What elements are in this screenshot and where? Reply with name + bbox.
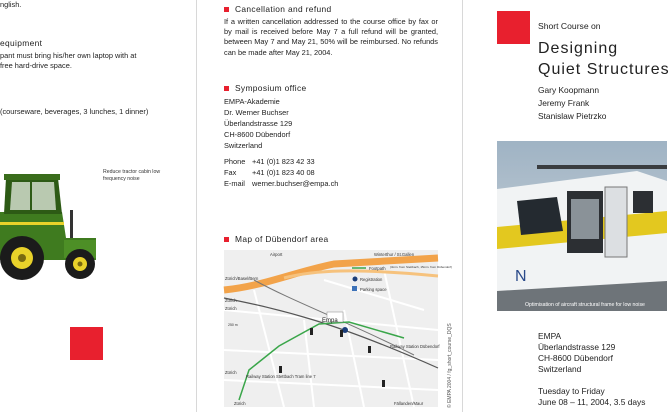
fax-value: +41 (0)1 823 40 08 [252,168,315,177]
date-line-1: Tuesday to Friday [538,386,605,396]
map-label-zurich-1: Zürich [225,298,237,303]
author-2: Jeremy Frank [538,98,590,108]
email-link[interactable]: werner.buchser@empa.ch [252,179,339,188]
tractor-image [0,160,100,280]
office-heading: Symposium office [224,83,307,93]
map-label-zurich-basel-bern: Zürich/Basel/Bern [225,276,259,281]
phone-label: Phone [224,157,246,166]
bullet-square-icon [224,237,229,242]
map-label-zurich-bottom2: Zürich [234,401,246,406]
map-label-winterthur: Winterthur / St.Gallen [374,252,415,257]
cancellation-heading: Cancellation and refund [224,4,332,14]
map-heading: Map of Dübendorf area [224,234,328,244]
office-address-3: Überlandstrasse 129 [224,119,293,128]
author-1: Gary Koopmann [538,85,599,95]
date-line-2: June 08 – 11, 2004, 3.5 days [538,397,646,407]
map-label-scale: 250 m [228,323,238,327]
red-square-marker [70,327,103,360]
office-address-2: Dr. Werner Buchser [224,108,289,117]
map-label-zurich-bottom: Zürich [225,370,237,375]
office-address-1: EMPA-Akademie [224,97,280,106]
map-label-stettbach-station: Railway Station Stettbach Tram line 7 [246,374,316,379]
map-label-zurich-2: Zürich [225,306,237,311]
short-course-label: Short Course on [538,21,601,31]
map-label-fallanden: Fällanden/Maur [394,401,424,406]
fee-line: (courseware, beverages, 3 lunches, 1 dinner) [0,107,149,116]
tractor-caption: Reduce tractor cabin low frequency noise [103,169,161,182]
cover-address-2: Überlandstrasse 129 [538,342,616,352]
map-label-dubendorf-station: Railway Station Dübendorf [390,344,440,349]
map-label-airport: Airport [270,252,283,257]
red-square-logo [497,11,530,44]
svg-text:N: N [515,268,527,285]
map-label-registration: Registration [360,277,383,282]
bullet-square-icon [224,86,229,91]
cover-address-1: EMPA [538,331,562,341]
map-label-footpath: Footpath [369,266,386,271]
author-3: Stanislaw Pietrzko [538,111,607,121]
helicopter-photo [497,141,667,311]
equipment-line-1: pant must bring his/her own laptop with at [0,51,137,60]
panel-cover [463,0,670,412]
equipment-heading: equipment [0,38,43,48]
title-line-2: Quiet Structures [538,61,670,78]
map-label-parking: Parking space [360,287,387,292]
phone-value: +41 (0)1 823 42 33 [252,157,315,166]
office-address-4: CH-8600 Dübendorf [224,130,291,139]
photo-caption: Optimisation of aircraft structural frame for low noise [525,302,645,308]
bullet-square-icon [224,7,229,12]
map-label-empa: Empa [322,318,338,324]
cover-address-3: CH-8600 Dübendorf [538,353,613,363]
map-label-footpath-note: (3min. from Stettbach, 15min. from Dübendorf) [390,265,453,269]
map-credit: © EMPA 2004 / fg_short_course_DQS [447,323,453,408]
email-label: E-mail [224,179,245,188]
cancellation-text: If a written cancellation addressed to the course office by fax or by mail is received before May 7 a full refund will be granted, between May 7 and May 21, 50% will be reimbursed. No refunds can be made after May 21, 2004. [224,17,438,57]
title-line-1: Designing [538,40,619,57]
panel-left [0,0,194,412]
cover-address-4: Switzerland [538,364,582,374]
office-address-5: Switzerland [224,141,263,150]
fax-label: Fax [224,168,237,177]
equipment-line-2: free hard-drive space. [0,61,72,70]
language-text: nglish. [0,0,22,9]
